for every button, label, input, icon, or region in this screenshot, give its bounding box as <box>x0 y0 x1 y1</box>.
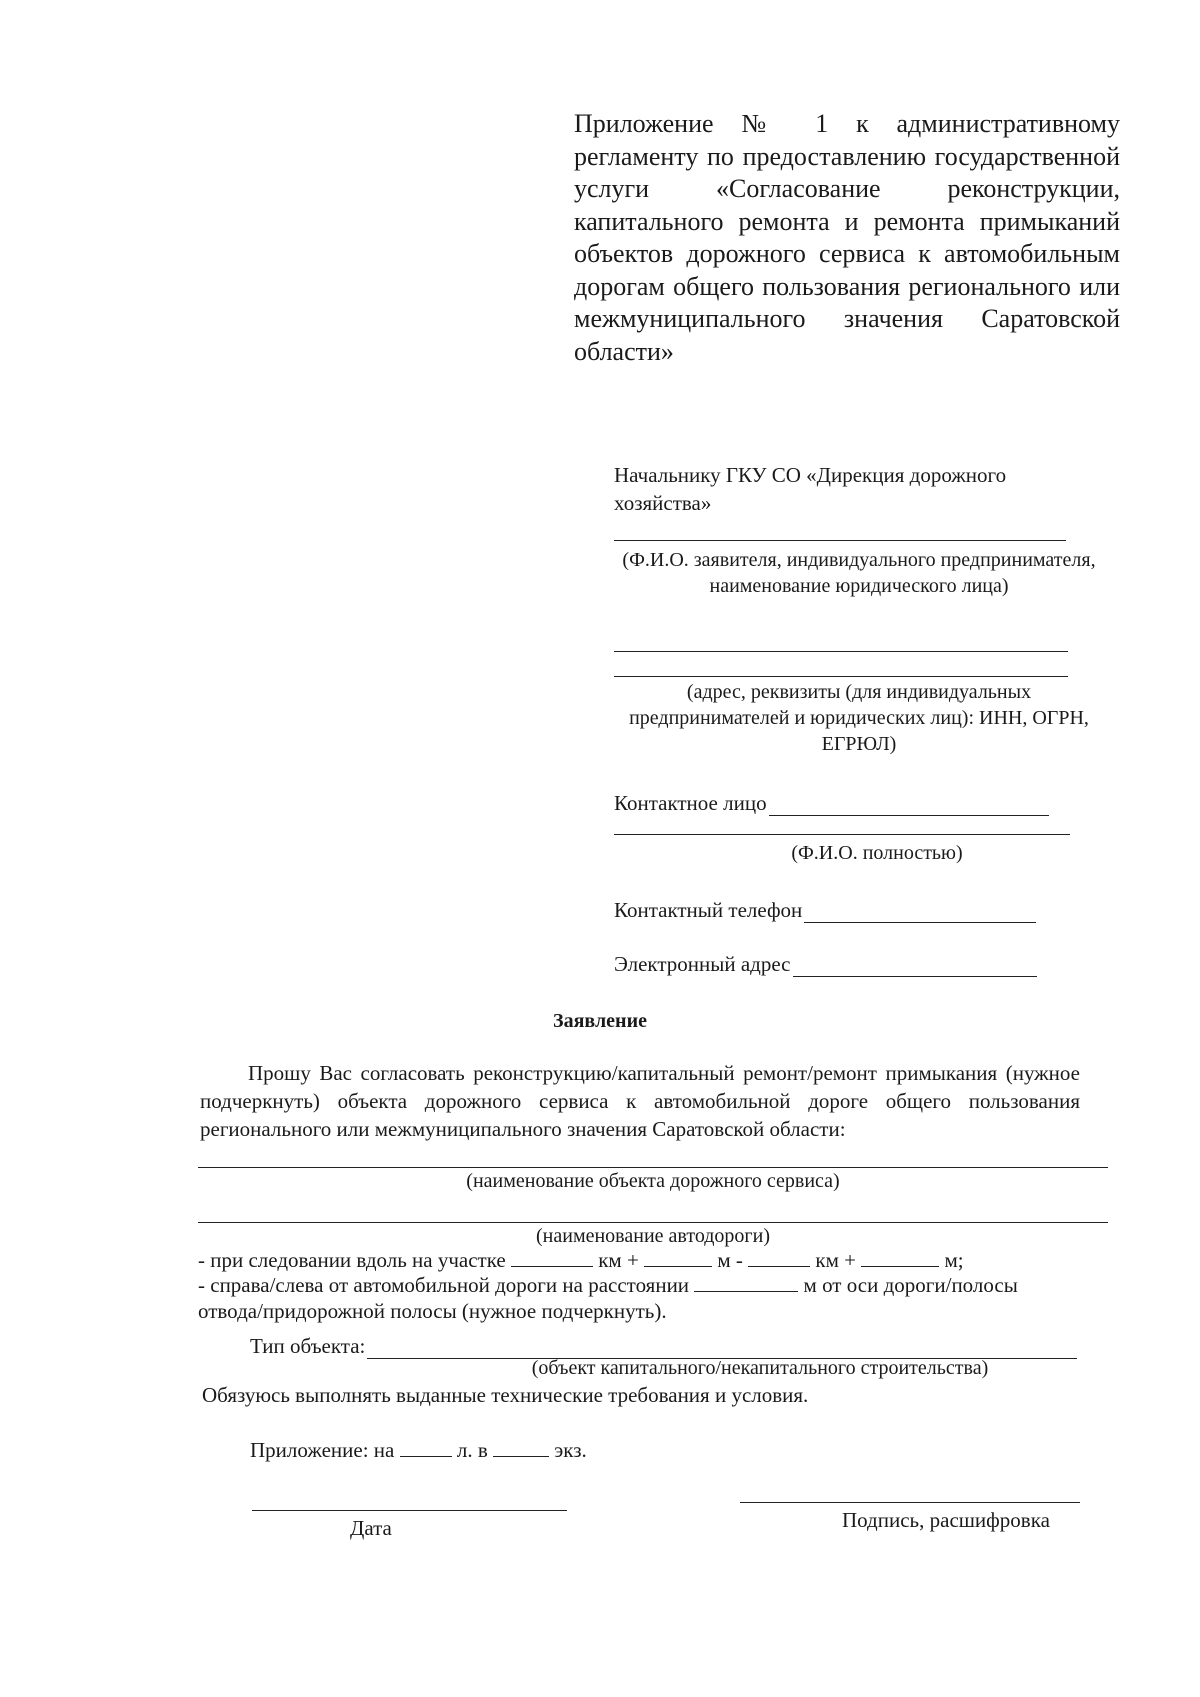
contact-person-row <box>614 790 1049 816</box>
address-line-2 <box>614 676 1068 677</box>
attachment-copies-field <box>493 1438 549 1457</box>
object-name-caption: (наименование объекта дорожного сервиса) <box>466 1170 840 1192</box>
object-type-caption: (объект капитального/некапитального строительства) <box>531 1357 989 1379</box>
signature-label: Подпись, расшифровка <box>842 1508 1050 1532</box>
contact-person-field <box>769 795 1049 816</box>
distance-prefix: - справа/слева от автомобильной дороги на расстоянии <box>198 1273 690 1297</box>
applicant-name-line <box>614 540 1066 541</box>
section-prefix: - при следовании вдоль на участке <box>198 1248 506 1272</box>
distance-row-2: отвода/придорожной полосы (нужное подчеркнуть). <box>198 1299 667 1323</box>
section-m-end-label: м; <box>944 1248 964 1272</box>
phone-row <box>614 897 1036 923</box>
contact-person-caption: (Ф.И.О. полностью) <box>791 842 963 864</box>
attachment-row <box>250 1437 587 1463</box>
distance-suffix: м от оси дороги/полосы <box>803 1273 1018 1297</box>
applicant-caption: (Ф.И.О. заявителя, индивидуального предпринимателя, наименование юридического лица) <box>622 549 1096 597</box>
section-km-start-field <box>511 1248 593 1267</box>
addressee-line-2: хозяйства» <box>614 491 712 515</box>
date-label: Дата <box>350 1516 392 1540</box>
date-line <box>252 1510 567 1511</box>
email-label: Электронный адрес <box>614 952 791 976</box>
attachment-sheets-label: л. в <box>456 1438 488 1462</box>
email-field <box>793 956 1037 977</box>
section-row <box>198 1247 964 1273</box>
address-caption: (адрес, реквизиты (для индивидуальных предпринимателей и юридических лиц): ИНН, ОГРН, ЕГРЮЛ) <box>629 681 1089 755</box>
contact-person-line-2 <box>614 834 1070 835</box>
road-name-caption: (наименование автодороги) <box>536 1225 770 1247</box>
section-km-start-label: км + <box>598 1248 639 1272</box>
obligation-text: Обязуюсь выполнять выданные технические требования и условия. <box>202 1383 809 1407</box>
email-row <box>614 951 1037 977</box>
attachment-sheets-field <box>400 1438 452 1457</box>
distance-field <box>694 1273 798 1292</box>
section-m-start-field <box>644 1248 712 1267</box>
phone-label: Контактный телефон <box>614 898 803 922</box>
phone-field <box>804 902 1036 923</box>
section-km-end-label: км + <box>815 1248 856 1272</box>
statement-paragraph: Прошу Вас согласовать реконструкцию/капитальный ремонт/ремонт примыкания (нужное подчеркнуть) объекта дорожного сервиса к автомобильной дороге общего пользования регионального или межмуниципального значения Саратовской области: <box>200 1061 1080 1141</box>
attachment-copies-label: экз. <box>554 1438 587 1462</box>
section-m-start-label: м - <box>717 1248 743 1272</box>
statement-title: Заявление <box>553 1010 647 1032</box>
address-line-1 <box>614 651 1068 652</box>
attachment-label: Приложение: на <box>250 1438 395 1462</box>
signature-line <box>740 1502 1080 1503</box>
annex-header: Приложение № 1 к административному регламенту по предоставлению государственной услуги «Согласование реконструкции, капитального ремонта и ремонта примыканий объектов дорожного сервиса к автомобильным дорогам общего пользования регионального или межмуниципального значения Саратовской области» <box>574 109 1120 366</box>
section-km-end-field <box>748 1248 810 1267</box>
contact-person-label: Контактное лицо <box>614 791 767 815</box>
section-m-end-field <box>861 1248 939 1267</box>
object-type-label: Тип объекта: <box>250 1334 366 1358</box>
addressee-line-1: Начальнику ГКУ СО «Дирекция дорожного <box>614 463 1007 487</box>
distance-row <box>198 1272 1018 1298</box>
